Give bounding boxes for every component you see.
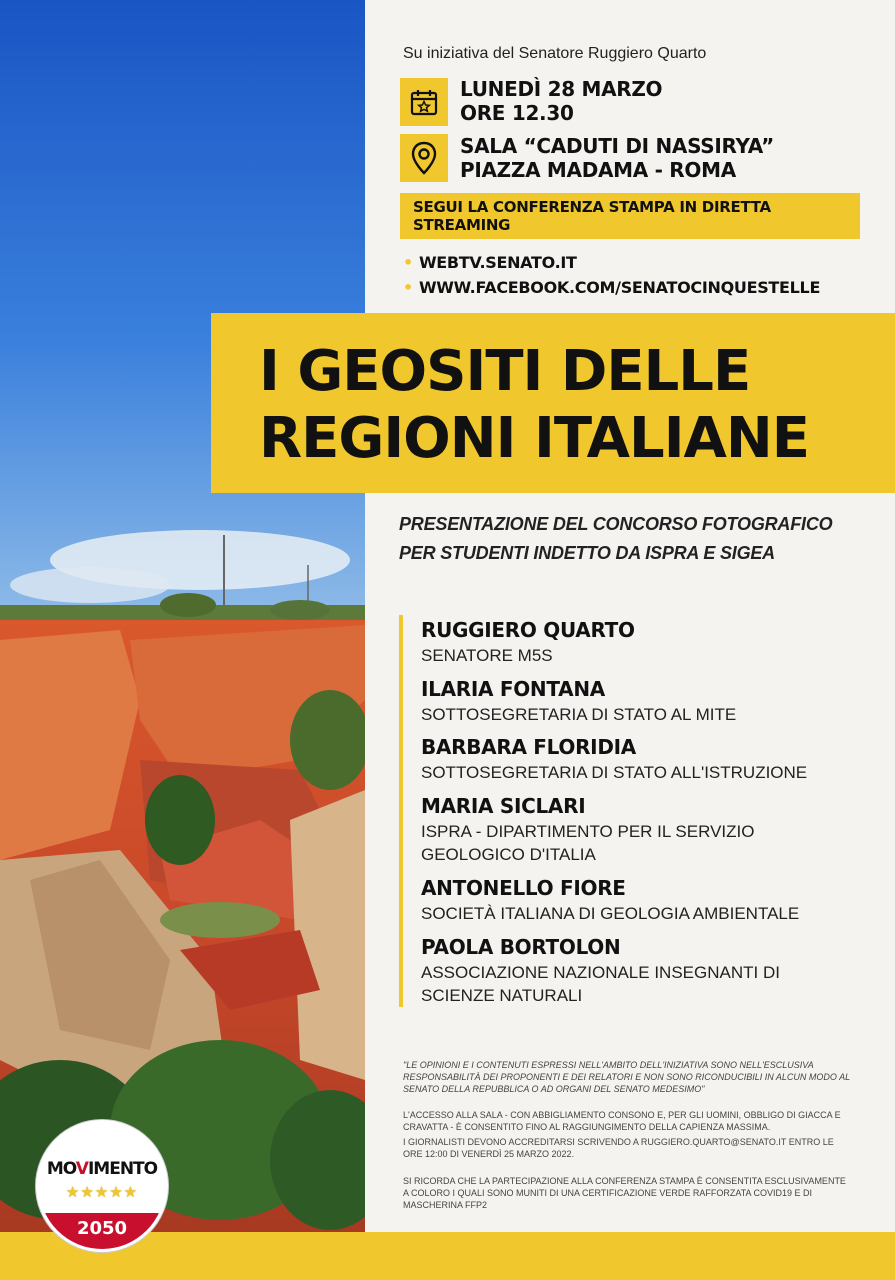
event-date: LUNEDÌ 28 MARZO (460, 77, 663, 101)
access-note: L'ACCESSO ALLA SALA - CON ABBIGLIAMENTO CONSONO E, PER GLI UOMINI, OBBLIGO DI GIACCA E CRAVATTA - È CONSENTITO FINO AL RAGGIUNGIMENTO DELLA CAPIENZA MASSIMA. (403, 1110, 841, 1132)
press-accreditation-note: I GIORNALISTI DEVONO ACCREDITARSI SCRIVENDO A RUGGIERO.QUARTO@SENATO.IT ENTRO LE ORE 12:00 DI VENERDÌ 25 MARZO 2022. (403, 1137, 834, 1159)
speaker-name: BARBARA FLORIDIA (421, 735, 636, 759)
speaker-name: PAOLA BORTOLON (421, 935, 621, 959)
speaker-role: SOCIETÀ ITALIANA DI GEOLOGIA AMBIENTALE (421, 904, 800, 923)
subtitle-line1: PRESENTAZIONE DEL CONCORSO FOTOGRAFICO (399, 514, 833, 534)
logo-word-v: V (75, 1159, 88, 1179)
speakers-accent-bar (399, 615, 403, 1007)
main-title-line1: I GEOSITI DELLE (259, 339, 751, 404)
event-time: ORE 12.30 (460, 101, 574, 125)
disclaimer-quote: "LE OPINIONI E I CONTENUTI ESPRESSI NELL'AMBITO DELL'INIZIATIVA SONO NELL'ESCLUSIVA RESPONSABILITÀ DEI PROPONENTI E DEI RELATORI E NON SONO RICONDUCIBILI IN ALCUN MODO AL SENATO DELLA REPUBBLICA O AD ORGANI DEL SENATO MEDESIMO" (403, 1060, 850, 1094)
streaming-link-facebook[interactable] (403, 278, 820, 297)
event-venue: SALA “CADUTI DI NASSIRYA” (460, 134, 774, 158)
speaker-name: ILARIA FONTANA (421, 677, 605, 701)
speaker-name: MARIA SICLARI (421, 794, 586, 818)
logo-year: 2050 (39, 1213, 165, 1249)
calendar-star-icon (400, 78, 448, 126)
bullet-icon: • (403, 278, 413, 297)
main-title-line2: REGIONI ITALIANE (259, 406, 809, 471)
streaming-link-label: WWW.FACEBOOK.COM/SENATOCINQUESTELLE (418, 278, 821, 297)
bauxite-quarry-landscape (0, 0, 365, 1232)
speaker-role: GEOLOGICO D'ITALIA (421, 845, 596, 864)
speaker-role: SENATORE M5S (421, 646, 553, 665)
subtitle-line2: PER STUDENTI INDETTO DA ISPRA E SIGEA (399, 543, 775, 563)
streaming-banner: SEGUI LA CONFERENZA STAMPA IN DIRETTA STREAMING (400, 193, 860, 239)
speaker-name: ANTONELLO FIORE (421, 876, 626, 900)
logo-word-pre: MO (46, 1159, 76, 1179)
speaker-role: SOTTOSEGRETARIA DI STATO ALL'ISTRUZIONE (421, 763, 808, 782)
speaker-name: RUGGIERO QUARTO (421, 618, 635, 642)
logo-stars: ★★★★★ (65, 1184, 139, 1201)
event-place: PIAZZA MADAMA - ROMA (460, 158, 736, 182)
logo-word-post: IMENTO (87, 1159, 158, 1179)
geosite-photo (0, 0, 365, 1232)
bullet-icon: • (403, 253, 413, 272)
streaming-link-label: WEBTV.SENATO.IT (418, 253, 577, 272)
initiative-intro: Su iniziativa del Senatore Ruggiero Quarto (403, 45, 707, 62)
speaker-role: ISPRA - DIPARTIMENTO PER IL SERVIZIO (421, 822, 755, 841)
logo-wordmark (39, 1159, 165, 1179)
covid-note: SI RICORDA CHE LA PARTECIPAZIONE ALLA CONFERENZA STAMPA È CONSENTITA ESCLUSIVAMENTE A COLORO I QUALI SONO MUNITI DI UNA CERTIFICAZIONE VERDE RAFFORZATA COVID19 E DI MASCHERINA FFP2 (403, 1176, 846, 1210)
speaker-role: SOTTOSEGRETARIA DI STATO AL MITE (421, 705, 737, 724)
speaker-role: ASSOCIAZIONE NAZIONALE INSEGNANTI DI (421, 963, 780, 982)
speaker-role: SCIENZE NATURALI (421, 986, 583, 1005)
streaming-link-webtv[interactable] (403, 253, 577, 272)
map-pin-icon (400, 134, 448, 182)
movimento-2050-logo (36, 1120, 168, 1252)
